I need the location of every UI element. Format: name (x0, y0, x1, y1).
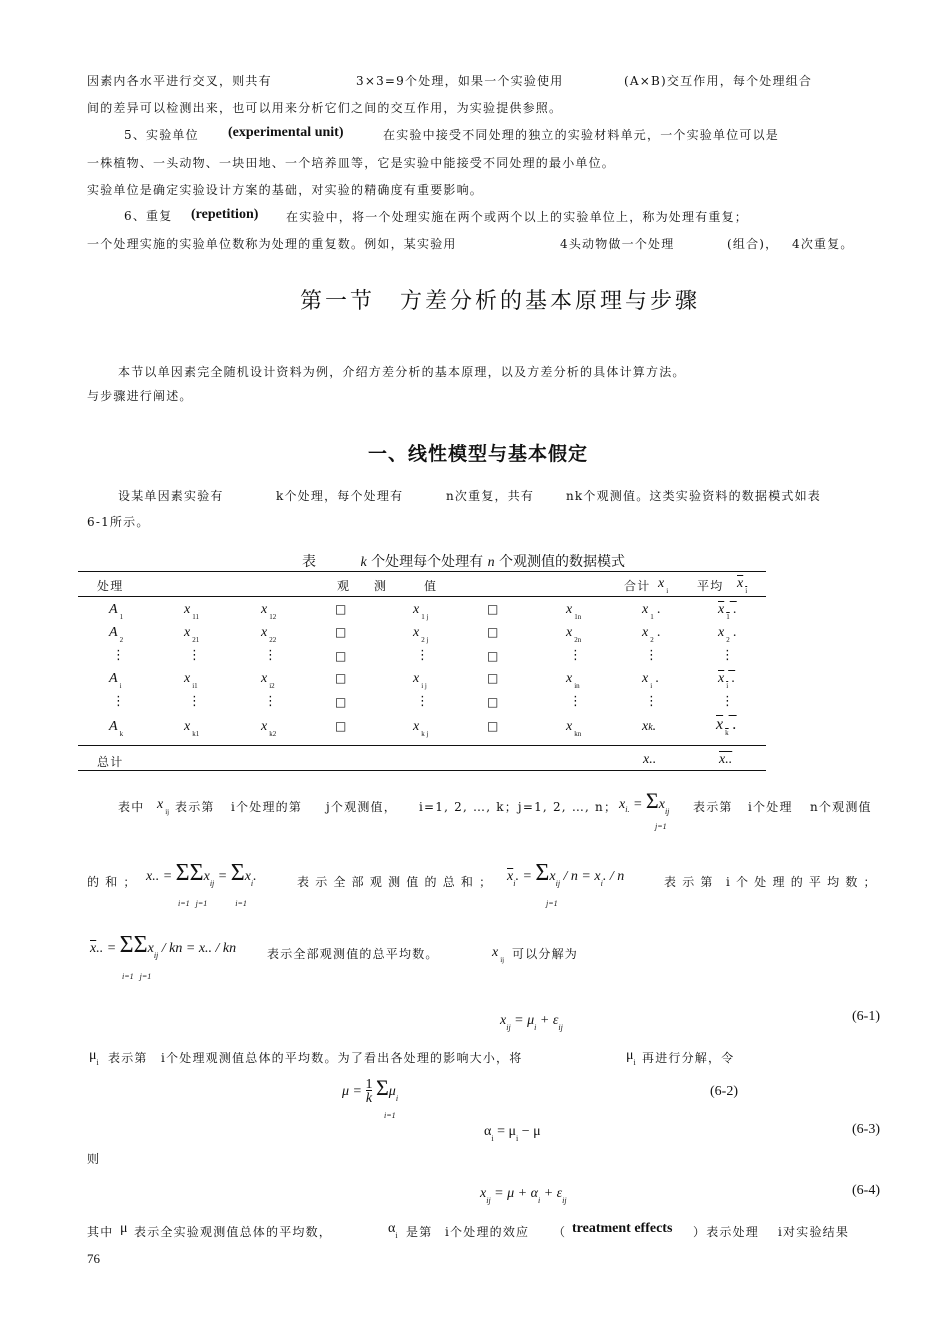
text-line: 一株植物、一头动物、一块田地、一个培养皿等，它是实验中能接受不同处理的最小单位。 (87, 156, 616, 170)
text-line: 间的差异可以检测出来，也可以用来分析它们之间的交互作用，为实验提供参照。 (87, 101, 563, 115)
equation-number: (6-1) (852, 1009, 880, 1024)
equation-6-3: $\alpha_i = \mu_i - \mu$ (484, 1124, 541, 1143)
text-line: 5、实验单位 (124, 128, 199, 142)
table-cell: x $_i$ . (642, 671, 660, 690)
table-cell: x $_{11}$ (184, 602, 199, 621)
page-number: 76 (87, 1251, 100, 1266)
table-cell: □ (335, 671, 348, 685)
term-english: (experimental unit) (228, 125, 344, 140)
text-line: 的 和 ； (87, 875, 137, 889)
text-line: 表 示 第 (664, 875, 714, 889)
text-line: (组合)， (727, 237, 779, 251)
table-cell: x $_{21}$ (184, 625, 200, 644)
table-cell: x $_{i2}$ (261, 671, 275, 690)
table-cell: A $_2$ (109, 625, 124, 644)
text-line: 在实验中，将一个处理实施在两个或两个以上的实验单位上，称为处理有重复； (286, 210, 749, 224)
table-rule-top (78, 571, 766, 572)
equation-number: (6-4) (852, 1183, 880, 1198)
text-line: 6-1所示。 (87, 515, 150, 529)
table-cell: xk. (642, 719, 657, 734)
text-line: 表示全部观测值的总平均数。 (267, 947, 439, 961)
math-limit: i=1 (384, 1111, 396, 1120)
table-cell: A $_1$ (109, 602, 124, 621)
text-line: 表示第 (108, 1051, 148, 1065)
text-line: 本节以单因素完全随机设计资料为例，介绍方差分析的基本原理，以及方差分析的具体计算方法。 (118, 365, 686, 379)
vdots: ⋮ (264, 648, 277, 663)
math-grand-mean: $\overline{x}$.. = ΣΣx$_{ij}$ / kn = x.. / kn (90, 932, 237, 960)
math-mu-i: $\mu_i$ (626, 1048, 636, 1067)
text-line: 4头动物做一个处理 (560, 237, 675, 251)
table-header: 合计 (624, 579, 651, 593)
text-line: （ (553, 1225, 567, 1239)
text-line: i个处理观测值总体的平均数。为了看出各处理的影响大小，将 (161, 1051, 523, 1065)
math-alpha-i: $\alpha_i$ (388, 1221, 398, 1240)
table-cell: x $_{kn}$ (566, 719, 582, 738)
table-header: 平均 (697, 579, 724, 593)
text-line: nk个观测值。这类实验资料的数据模式如表 (566, 489, 822, 503)
math-mu: μ (120, 1221, 128, 1236)
math-mu-i: $\mu_i$ (89, 1048, 99, 1067)
vdots: ⋮ (112, 648, 125, 663)
text-line: 因素内各水平进行交叉，则共有 (87, 74, 272, 88)
table-cell: □ (487, 671, 500, 685)
text-line: 表示第 (175, 800, 215, 814)
table-cell: □ (487, 625, 500, 639)
table-cell: x $_{i1}$ (184, 671, 198, 690)
table-total-sum: x.. (643, 752, 657, 767)
term-english: (repetition) (191, 207, 259, 222)
equation-6-1: $x_{ij} = \mu_i + \varepsilon_{ij}$ (500, 1013, 563, 1032)
math-sum-xi: $x_{i.} = \Sigma x_{ij}$ (619, 788, 670, 816)
equation-number: (6-2) (710, 1084, 738, 1099)
table-cell: x $_{2n}$ (566, 625, 582, 644)
table-cell: x $_{12}$ (261, 602, 277, 621)
text-line: 表 示 全 部 观 测 值 的 总 和 ； (297, 875, 493, 889)
math-limit: j=1 (655, 822, 667, 831)
vdots: ⋮ (645, 694, 658, 709)
table-cell: x $_{in}$ (566, 671, 580, 690)
text-line: j个观测值， (326, 800, 397, 814)
text-line: 实验单位是确定实验设计方案的基础，对实验的精确度有重要影响。 (87, 183, 484, 197)
table-cell: x $_2$ . (718, 625, 737, 644)
table-cell: x $_i$ . (718, 671, 736, 690)
equation-6-4: $x_{ij} = \mu + \alpha_i + \varepsilon_{ij}$ (480, 1186, 567, 1205)
text-line: 设某单因素实验有 (118, 489, 224, 503)
text-line: n个观测值 (810, 800, 872, 814)
text-line: 一个处理实施的实验单位数称为处理的重复数。例如，某实验用 (87, 237, 457, 251)
vdots: ⋮ (569, 648, 582, 663)
math-limit: i=1 j=1 i=1 (178, 899, 247, 908)
table-total-mean: x.. (719, 752, 733, 767)
table-header: 测 (374, 579, 388, 593)
table-header-mean-symbol: x $_i$ (737, 576, 748, 595)
text-line: i 个 处 理 的 平 均 数 ； (726, 875, 877, 889)
table-cell: x $_{i j}$ (413, 671, 427, 690)
math-limit: i=1 j=1 (122, 972, 152, 981)
text-line: 再进行分解，令 (642, 1051, 735, 1065)
vdots: ⋮ (721, 694, 734, 709)
table-cell: A $_k$ (109, 719, 124, 738)
text-line: 与步骤进行阐述。 (87, 389, 193, 403)
table-cell: x $_{2 j}$ (413, 625, 429, 644)
table-cell: □ (335, 625, 348, 639)
text-line: 表示全实验观测值总体的平均数， (134, 1225, 333, 1239)
text-line: 其中 (87, 1225, 114, 1239)
table-cell: x $_1$ . (718, 602, 737, 621)
text-line: 3×3=9个处理，如果一个实验使用 (356, 74, 564, 88)
section-title: 第一节 方差分析的基本原理与步骤 (300, 289, 701, 314)
table-cell: □ (487, 695, 500, 709)
equation-6-2: μ = 1 k $\Sigma\mu_i$ (342, 1075, 399, 1106)
table-header: 处理 (97, 579, 124, 593)
text-line: i对实验结果 (778, 1225, 850, 1239)
text-line: 6、重复 (124, 209, 173, 223)
text-line: 则 (87, 1152, 101, 1166)
text-line: i个处理的效应 (445, 1225, 530, 1239)
table-header: 观 (337, 579, 351, 593)
text-line: k个处理，每个处理有 (276, 489, 404, 503)
table-cell: x $_{22}$ (261, 625, 277, 644)
math-mean-xi: $\overline{x}_i$. = $\Sigma x_{ij} / n = x_i$. / n (507, 860, 625, 888)
table-cell: x $_2$ . (642, 625, 661, 644)
table-cell: x $_k$ . (716, 716, 737, 737)
text-line: i=1, 2, …, k；j=1, 2, …, n； (419, 800, 618, 814)
table-cell: □ (487, 602, 500, 616)
vdots: ⋮ (188, 648, 201, 663)
math-x-ij: x $_{ij}$ (492, 945, 505, 964)
table-cell: x $_{k2}$ (261, 719, 277, 738)
table-cell: □ (335, 649, 348, 663)
vdots: ⋮ (264, 694, 277, 709)
table-cell: x $_{k j}$ (413, 719, 429, 738)
table-cell: x $_1$ . (642, 602, 661, 621)
text-line: ）表示处理 (693, 1225, 760, 1239)
vdots: ⋮ (416, 648, 429, 663)
vdots: ⋮ (569, 694, 582, 709)
text-line: i个处理 (748, 800, 793, 814)
table-caption: 表 k 个处理每个处理有 n 个观测值的数据模式 (302, 554, 626, 570)
text-line: n次重复，共有 (446, 489, 535, 503)
math-limit: j=1 (546, 899, 558, 908)
subsection-title: 一、线性模型与基本假定 (368, 443, 589, 465)
vdots: ⋮ (112, 694, 125, 709)
text-line: 可以分解为 (512, 947, 579, 961)
table-cell: x $_{1n}$ (566, 602, 582, 621)
table-cell: □ (335, 695, 348, 709)
term-english: treatment effects (572, 1221, 673, 1236)
math-x-ij: x $_{ij}$ (157, 797, 170, 816)
text-line: 表中 (118, 800, 145, 814)
table-rule-bottom (78, 770, 766, 771)
table-cell: A $_i$ (109, 671, 122, 690)
table-rule-body (78, 745, 766, 746)
table-total-label: 总计 (97, 755, 124, 769)
text-line: (A×B)交互作用，每个处理组合 (624, 74, 813, 88)
text-line: 是第 (406, 1225, 433, 1239)
table-cell: x $_{1 j}$ (413, 602, 429, 621)
vdots: ⋮ (188, 694, 201, 709)
equation-number: (6-3) (852, 1122, 880, 1137)
table-cell: □ (335, 602, 348, 616)
table-cell: □ (487, 719, 500, 733)
table-cell: □ (487, 649, 500, 663)
table-header: 值 (424, 579, 438, 593)
vdots: ⋮ (721, 648, 734, 663)
text-line: i个处理的第 (231, 800, 303, 814)
text-line: 表示第 (693, 800, 733, 814)
text-line: 4次重复。 (792, 237, 854, 251)
table-rule-header (78, 596, 766, 597)
vdots: ⋮ (645, 648, 658, 663)
table-cell: x $_{k1}$ (184, 719, 200, 738)
table-header-sum-symbol: x $_i$ (658, 576, 669, 595)
math-total-sum: x.. = $\Sigma\Sigma x_{ij} = \Sigma x_i$. (146, 860, 257, 888)
text-line: 在实验中接受不同处理的独立的实验材料单元，一个实验单位可以是 (383, 128, 780, 142)
table-cell: □ (335, 719, 348, 733)
vdots: ⋮ (416, 694, 429, 709)
